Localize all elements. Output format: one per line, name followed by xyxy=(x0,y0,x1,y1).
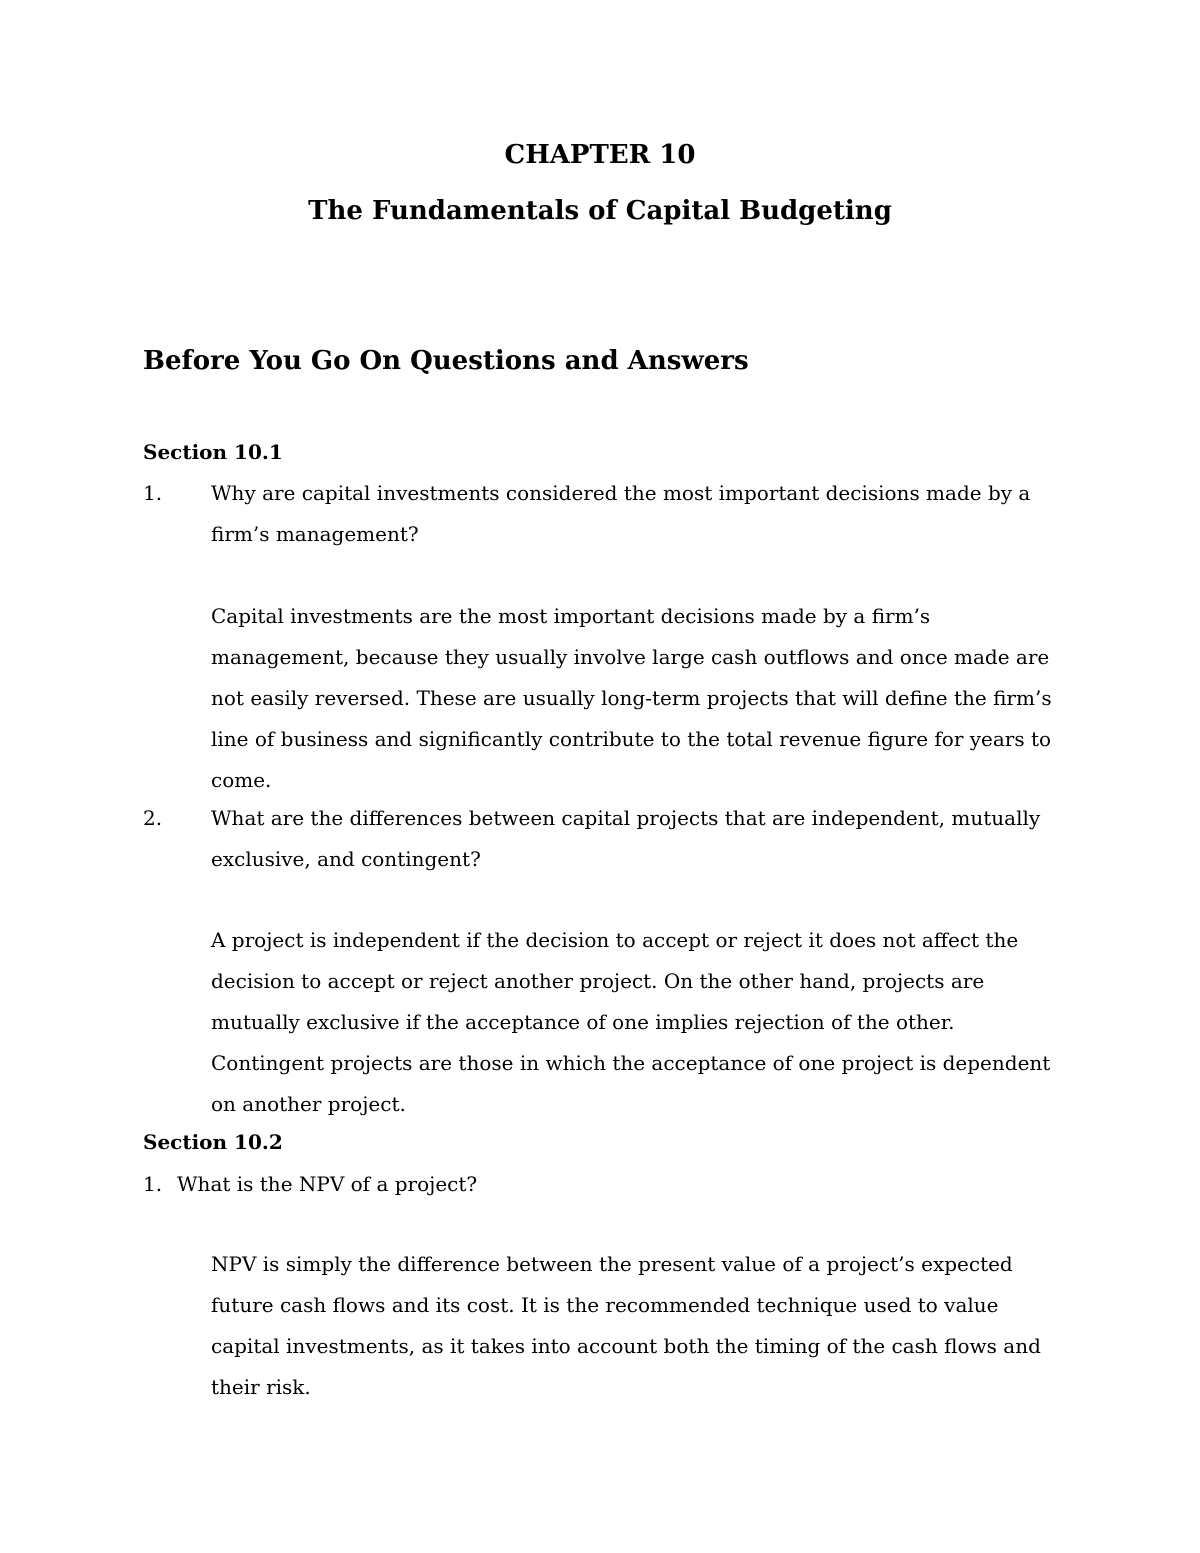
question-text: Why are capital investments considered the most important decisions made by a firm’s management? xyxy=(211,481,1031,546)
question-text: What are the differences between capital projects that are independent, mutually exclusive, and contingent? xyxy=(211,806,1041,871)
question-number: 2. xyxy=(143,806,163,830)
question-number: 1. xyxy=(143,1172,163,1196)
chapter-number: CHAPTER 10 xyxy=(504,140,696,170)
answer-text: Capital investments are the most important decisions made by a firm’s management, because they usually involve large cash outflows and once made are not easily reversed. These are usually long-term projects that will define the firm’s line of business and significantly contribute to the total revenue figure for years to come. xyxy=(211,604,1052,792)
section-label-10-1: Section 10.1 xyxy=(143,440,283,464)
question-number: 1. xyxy=(143,481,163,505)
section-label-10-2: Section 10.2 xyxy=(143,1130,283,1154)
section-heading: Before You Go On Questions and Answers xyxy=(143,346,749,376)
answer-text: A project is independent if the decision to accept or reject it does not affect the decision to accept or reject another project. On the other hand, projects are mutually exclusive if the acceptance of one implies rejection of the other. Contingent projects are those in which the acceptance of one project is dependent on another project. xyxy=(211,928,1051,1116)
answer-text: NPV is simply the difference between the present value of a project’s expected future cash flows and its cost. It is the recommended technique used to value capital investments, as it takes into account both the timing of the cash flows and their risk. xyxy=(211,1252,1041,1399)
chapter-title: The Fundamentals of Capital Budgeting xyxy=(308,196,892,226)
question-text: What is the NPV of a project? xyxy=(177,1172,478,1196)
